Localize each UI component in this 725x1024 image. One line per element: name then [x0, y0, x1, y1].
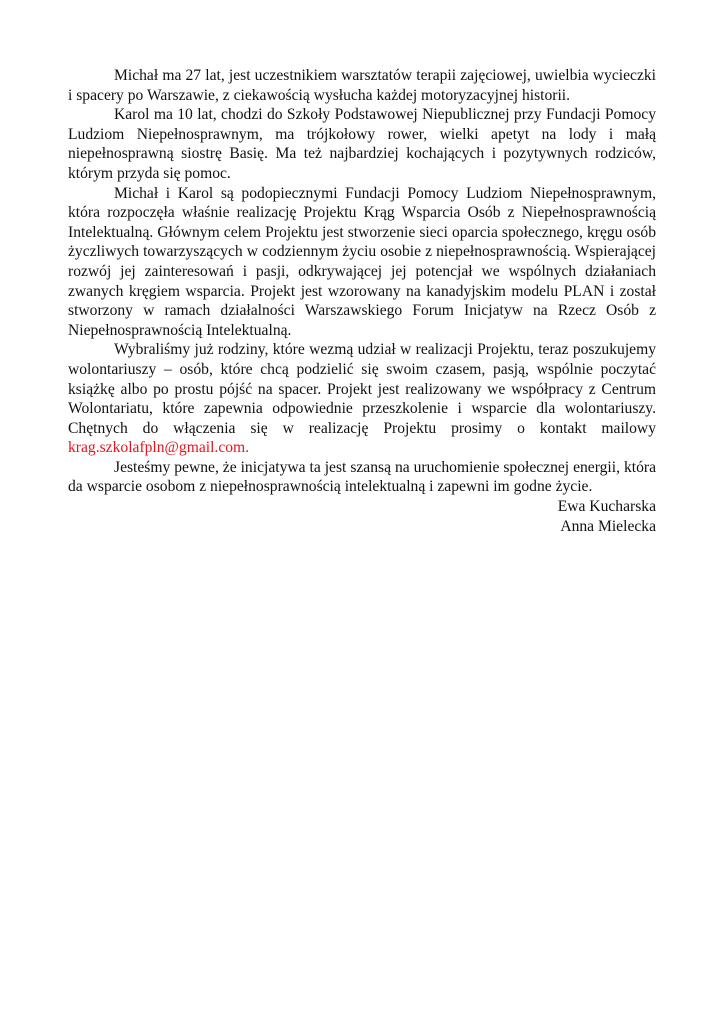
- letter-body: [68, 66, 656, 536]
- signatures: [68, 497, 656, 536]
- signature-ewa-kucharska: Ewa Kucharska: [557, 498, 656, 516]
- paragraph-michal: Michał ma 27 lat, jest uczestnikiem warsztatów terapii zajęciowej, uwielbia wycieczki i spacery po Warszawie, z ciekawością wysłucha każdej motoryzacyjnej historii.: [68, 67, 656, 104]
- paragraph-project: Michał i Karol są podopiecznymi Fundacji Pomocy Ludziom Niepełnosprawnym, która rozpoczęła właśnie realizację Projektu Krąg Wsparcia Osób z Niepełnosprawnością Intelektualną. Głównym celem Projektu jest stworzenie sieci oparcia społecznego, kręgu osób życzliwych towarzyszących w codziennym życiu osobie z niepełnosprawnością. Wspierającej rozwój jej zainteresowań i pasji, odkrywającej jej potencjał we wspólnych działaniach zwanych kręgiem wsparcia. Projekt jest wzorowany na kanadyjskim modelu PLAN i został stworzony w ramach działalności Warszawskiego Forum Inicjatyw na Rzecz Osób z Niepełnosprawnością Intelektualną.: [68, 184, 656, 339]
- paragraph-karol: Karol ma 10 lat, chodzi do Szkoły Podstawowej Niepublicznej przy Fundacji Pomocy Ludziom Niepełnosprawnym, ma trójkołowy rower, wielki apetyt na lody i małą niepełnosprawną siostrę Basię. Ma też najbardziej kochających i pozytywnych rodziców, którym przyda się pomoc.: [68, 106, 656, 182]
- paragraph-volunteers: [68, 340, 656, 458]
- contact-email-link[interactable]: krag.szkolafpln@gmail.com.: [68, 439, 250, 457]
- paragraph-closing: Jesteśmy pewne, że inicjatywa ta jest szansą na uruchomienie społecznej energii, która da wsparcie osobom z niepełnosprawnością intelektualną i zapewni im godne życie.: [68, 458, 656, 496]
- signature-anna-mielecka: Anna Mielecka: [560, 517, 656, 535]
- paragraph-volunteers-text: Wybraliśmy już rodziny, które wezmą udział w realizacji Projektu, teraz poszukujemy wolontariuszy – osób, które chcą podzielić się swoim czasem, pasją, wspólnie poczytać książkę albo po prostu pójść na spacer. Projekt jest realizowany we współpracy z Centrum Wolontariatu, które zapewnia odpowiednie przeszkolenie i wsparcie dla wolontariuszy. Chętnych do włączenia się w realizację Projektu prosimy o kontakt mailowy: [68, 341, 656, 437]
